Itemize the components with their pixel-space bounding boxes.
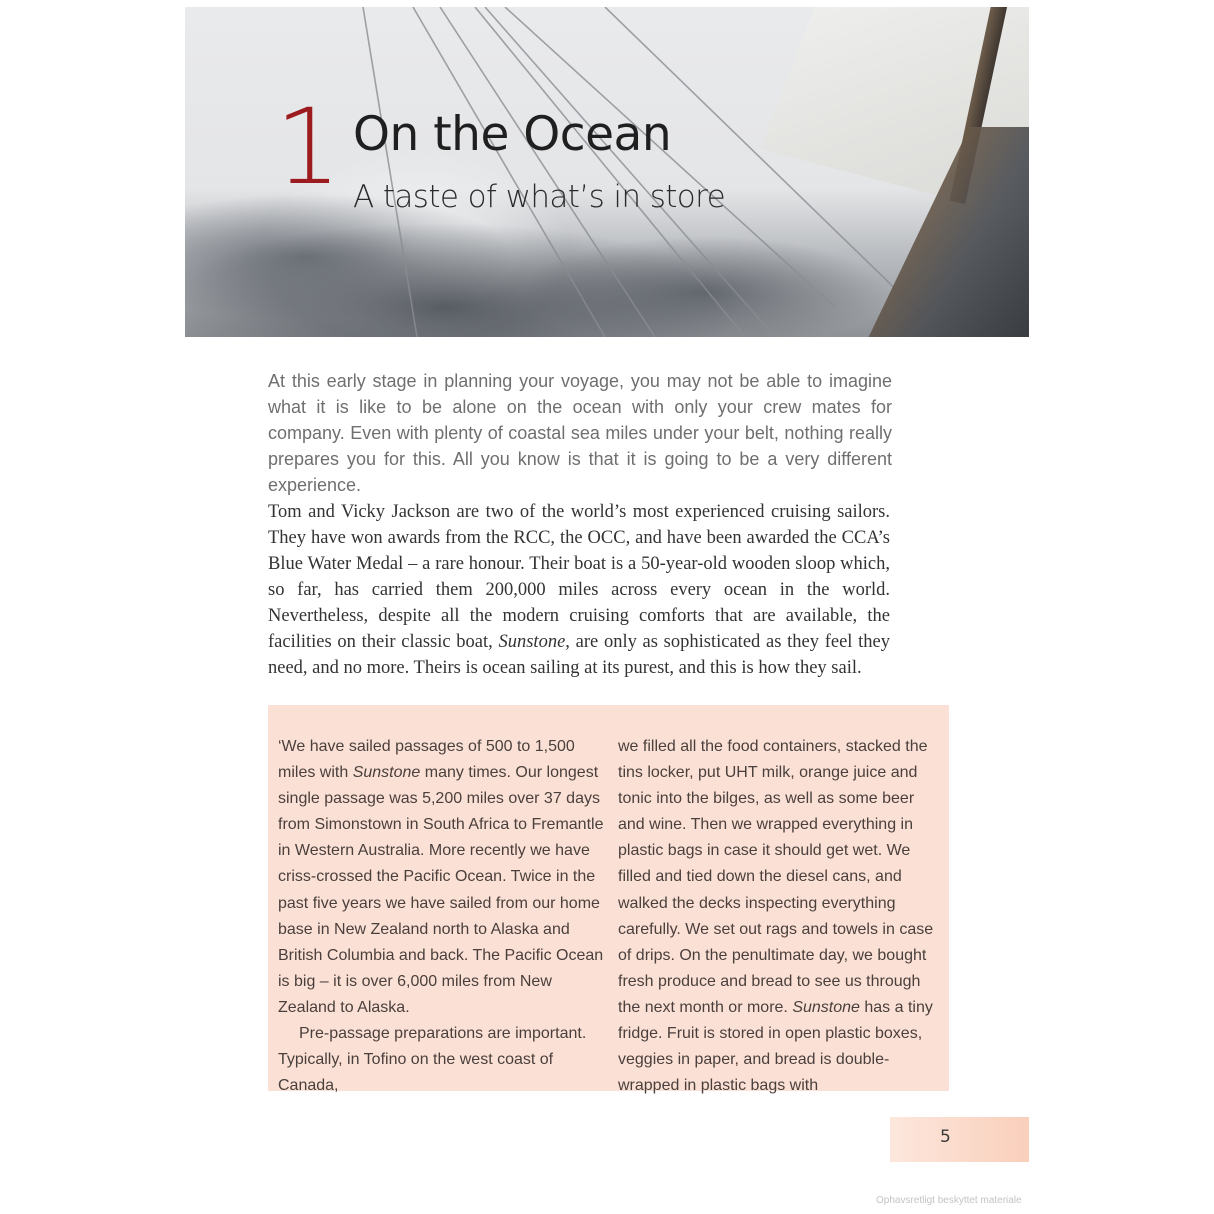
chapter-number: 1 (275, 86, 342, 208)
quote-column-right (618, 734, 943, 1099)
boat-name: Sunstone (498, 632, 566, 652)
chapter-title: On the Ocean (353, 107, 672, 162)
body-text-part1: Tom and Vicky Jackson are two of the world’s most experienced cruising sailors. They have won awards from the RCC, the OCC, and have been awarded the CCA’s Blue Water Medal – a rare honour. Their boat is a 50-year-old wooden sloop which, so far, has carried them 200,000 miles across every ocean in the world. Nevertheless, despite all the modern cruising comforts that are available, the facilities on their classic boat, (268, 502, 890, 652)
page-number: 5 (940, 1127, 951, 1147)
chapter-subtitle: A taste of what’s in store (353, 179, 726, 215)
quote-left-p1b: many times. Our longest single passage was 5,200 miles over 37 days from Simonstown in South Africa to Fremantle in Western Australia. More recently we have criss-crossed the Pacific Ocean. Twice in the past five years we have sailed from our home base in New Zealand north to Alaska and British Columbia and back. The Pacific Ocean is big – it is over 6,000 miles from New Zealand to Alaska. (278, 764, 604, 1016)
quote-column-left (278, 734, 608, 1099)
quote-box (268, 705, 949, 1095)
boat-name: Sunstone (352, 764, 421, 782)
chapter-header-image (185, 7, 1029, 337)
intro-paragraph: At this early stage in planning your voyage, you may not be able to imagine what it is like to be alone on the ocean with only your crew mates for company. Even with plenty of coastal sea miles under your belt, nothing really prepares you for this. All you know is that it is going to be a very different experience. (268, 371, 892, 495)
copyright-watermark: Ophavsretligt beskyttet materiale (876, 1195, 1022, 1206)
boat-name: Sunstone (792, 998, 860, 1016)
quote-right-a: we filled all the food containers, stacked the tins locker, put UHT milk, orange juice and tonic into the bilges, as well as some beer and wine. Then we wrapped everything in plastic bags in case it should get wet. We filled and tied down the diesel cans, and walked the decks inspecting everything carefully. We set out rags and towels in case of drips. On the penultimate day, we bought fresh produce and bread to see us through the next month or more. (618, 738, 934, 1016)
quote-right-b: has a tiny fridge. Fruit is stored in open plastic boxes, veggies in paper, and bread is double-wrapped in plastic bags with (618, 998, 933, 1095)
body-paragraph (268, 499, 890, 681)
quote-left-p1a: ‘We have sailed passages of 500 to 1,500 miles with (278, 738, 575, 782)
body-text-part2: , are only as sophisticated as they feel they need, and no more. Theirs is ocean sailing at its purest, and this is how they sail. (268, 632, 890, 678)
quote-left-p2: Pre-passage preparations are important. Typically, in Tofino on the west coast of Canada, (278, 1025, 587, 1095)
page-number-tab (890, 1117, 1029, 1162)
